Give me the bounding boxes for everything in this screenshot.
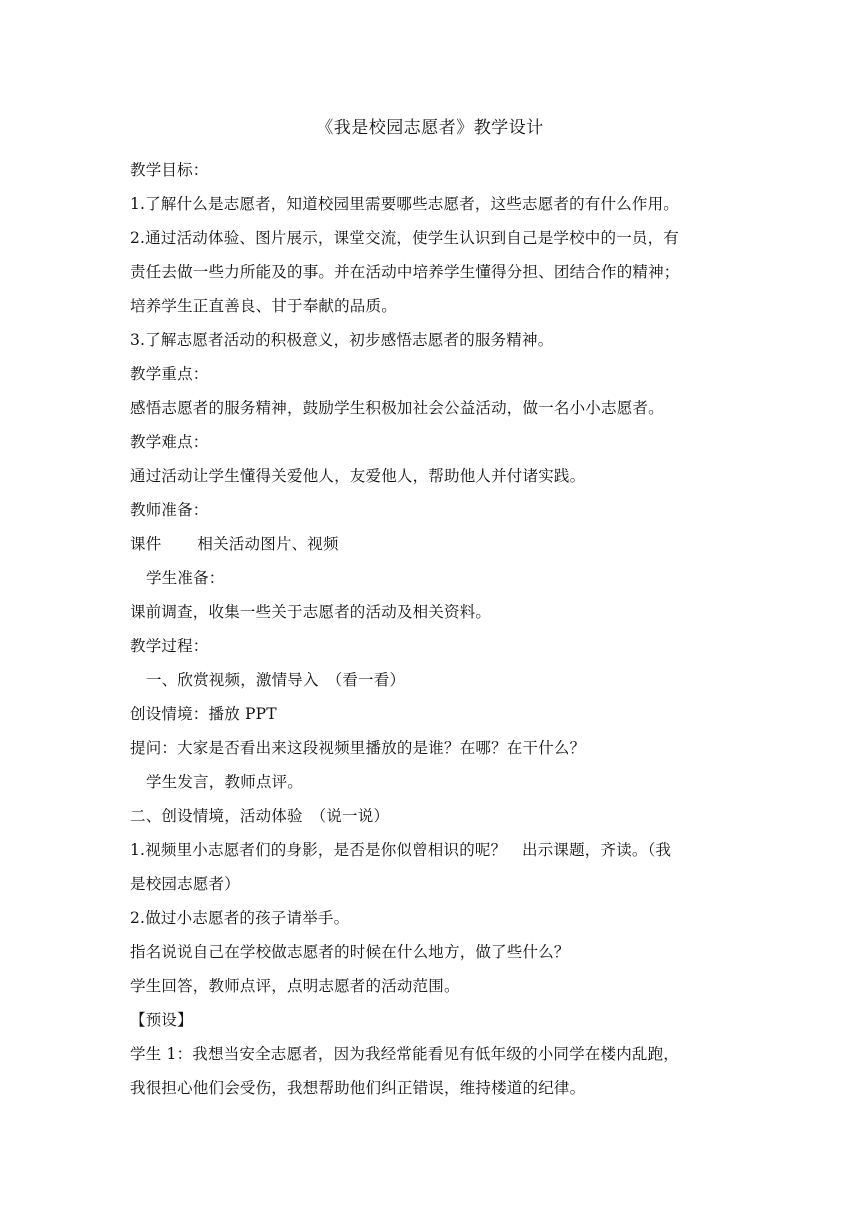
objective-2-line-2: 责任去做一些力所能及的事。并在活动中培养学生懂得分担、团结合作的精神； [130, 263, 680, 281]
process-step-2: 二、创设情境，活动体验 （说一说） [130, 807, 390, 825]
difficulties-text: 通过活动让学生懂得关爱他人，友爱他人，帮助他人并付诸实践。 [130, 467, 586, 485]
teacher-prep-text [130, 527, 738, 561]
objective-2-line-1: 2.通过活动体验、图片展示，课堂交流，使学生认识到自己是学校中的一员，有 [130, 229, 679, 247]
step-2-prompt: 指名说说自己在学校做志愿者的时候在什么地方，做了些什么？ [130, 943, 570, 961]
objective-2-line-3: 培养学生正直善良、甘于奉献的品质。 [130, 297, 397, 315]
heading-teacher-prep: 教师准备： [130, 501, 209, 519]
step-2-answer: 学生回答，教师点评，点明志愿者的活动范围。 [130, 977, 460, 995]
preset-student-1-line-1: 学生 1：我想当安全志愿者，因为我经常能看见有低年级的小同学在楼内乱跑， [130, 1045, 679, 1063]
objective-3: 3.了解志愿者活动的积极意义，初步感悟志愿者的服务精神。 [130, 331, 554, 349]
question-text: 提问：大家是否看出来这段视频里播放的是谁？在哪？在干什么？ [130, 739, 586, 757]
document-body [130, 153, 738, 1105]
step-2-item-1-line-1: 1.视频里小志愿者们的身影，是否是你似曾相识的呢？ 出示课题，齐读。（我 [130, 841, 672, 859]
scenario-text: 创设情境：播放 PPT [130, 705, 277, 723]
student-speak-text: 学生发言，教师点评。 [146, 773, 304, 791]
preset-heading: 【预设】 [130, 1011, 193, 1029]
step-2-item-1-line-2: 是校园志愿者） [130, 875, 240, 893]
key-points-text: 感悟志愿者的服务精神，鼓励学生积极加社会公益活动，做一名小小志愿者。 [130, 399, 664, 417]
teacher-prep-item-1: 课件 [130, 535, 162, 553]
document-title: 《我是校园志愿者》教学设计 [316, 118, 544, 138]
process-step-1: 一、欣赏视频，激情导入 （看一看） [146, 671, 406, 689]
step-2-item-2: 2.做过小志愿者的孩子请举手。 [130, 909, 350, 927]
preset-student-1-line-2: 我很担心他们会受伤，我想帮助他们纠正错误，维持楼道的纪律。 [130, 1079, 586, 1097]
heading-objectives: 教学目标： [130, 161, 209, 179]
heading-difficulties: 教学难点： [130, 433, 209, 451]
heading-student-prep: 学生准备： [146, 569, 225, 587]
teacher-prep-item-2: 相关活动图片、视频 [197, 535, 339, 553]
heading-process: 教学过程： [130, 637, 209, 655]
student-prep-text: 课前调查，收集一些关于志愿者的活动及相关资料。 [130, 603, 492, 621]
heading-key-points: 教学重点： [130, 365, 209, 383]
objective-1: 1.了解什么是志愿者，知道校园里需要哪些志愿者，这些志愿者的有什么作用。 [130, 195, 679, 213]
